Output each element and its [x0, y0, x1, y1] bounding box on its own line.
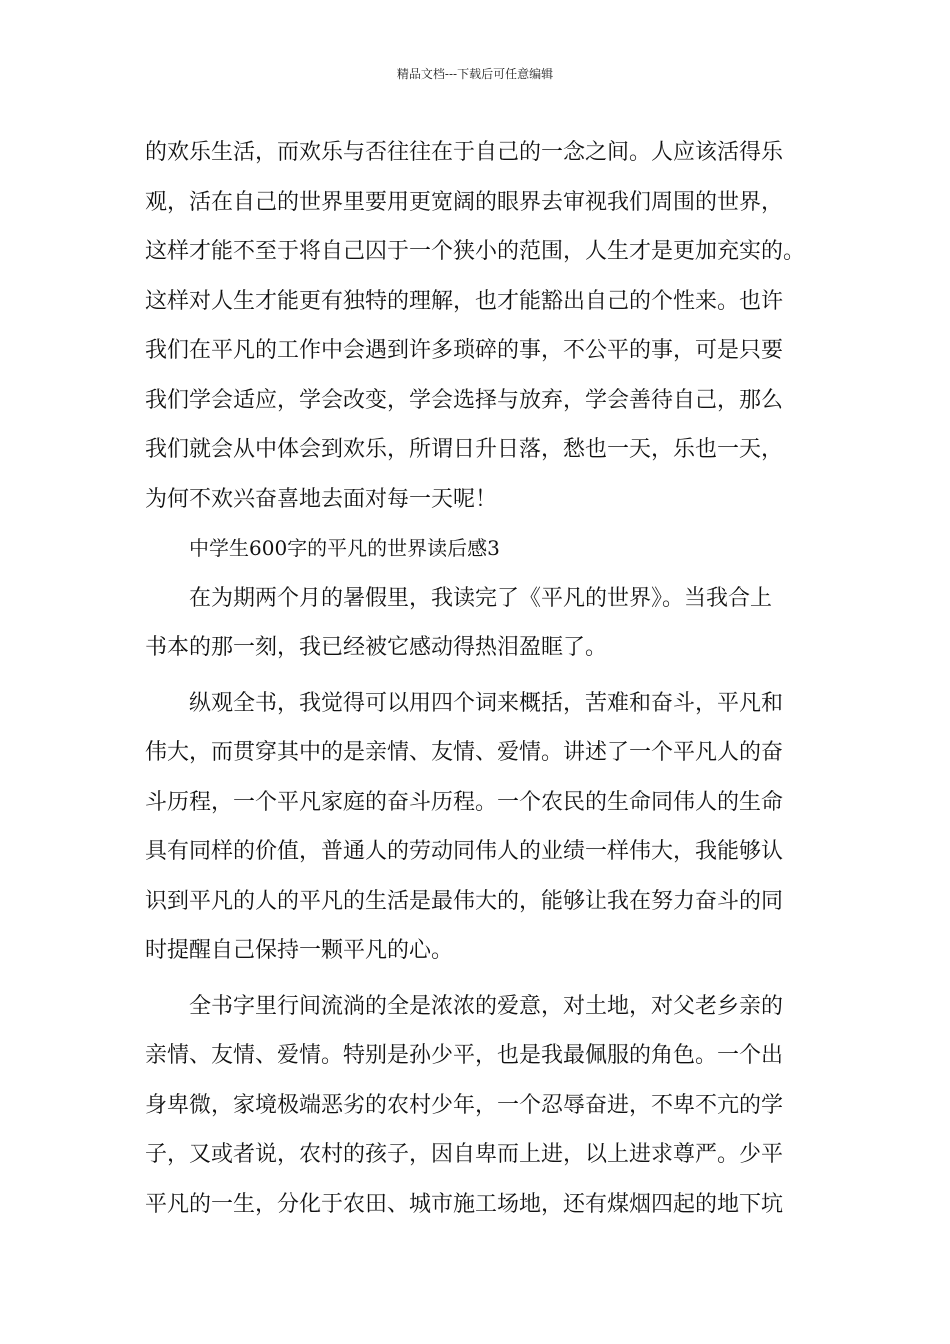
text-line: 的欢乐生活，而欢乐与否往往在于自己的一念之间。人应该活得乐: [145, 140, 784, 165]
text-line: 身卑微，家境极端恶劣的农村少年，一个忍辱奋进，不卑不亢的学: [145, 1092, 784, 1118]
section-heading: 中学生600字的平凡的世界读后感3: [189, 536, 500, 560]
text-line: 斗历程，一个平凡家庭的奋斗历程。一个农民的生命同伟人的生命: [145, 789, 784, 815]
text-line: 具有同样的价值，普通人的劳动同伟人的业绩一样伟大，我能够认: [145, 839, 784, 864]
text-line: 平凡的一生，分化于农田、城市施工场地，还有煤烟四起的地下坑: [145, 1191, 784, 1217]
text-line: 在为期两个月的暑假里，我读完了《平凡的世界》。当我合上: [189, 585, 773, 611]
text-line: 我们在平凡的工作中会遇到许多琐碎的事，不公平的事，可是只要: [145, 338, 784, 363]
text-line: 我们学会适应，学会改变，学会选择与放弃，学会善待自己，那么: [145, 387, 784, 413]
text-line: 伟大，而贯穿其中的是亲情、友情、爱情。讲述了一个平凡人的奋: [145, 740, 784, 765]
page-header: 精品文档---下载后可任意编辑: [396, 67, 554, 81]
text-line: 书本的那一刻，我已经被它感动得热泪盈眶了。: [145, 635, 608, 660]
text-line: 子，又或者说，农村的孩子，因自卑而上进，以上进求尊严。少平: [145, 1142, 784, 1167]
text-line: 全书字里行间流淌的全是浓浓的爱意，对土地，对父老乡亲的: [189, 993, 784, 1019]
text-line: 观，活在自己的世界里要用更宽阔的眼界去审视我们周围的世界，: [145, 189, 784, 215]
text-line: 纵观全书，我觉得可以用四个词来概括，苦难和奋斗，平凡和: [189, 690, 784, 716]
text-line: 这样对人生才能更有独特的理解，也才能豁出自己的个性来。也许: [145, 288, 784, 314]
text-line: 我们就会从中体会到欢乐，所谓日升日落，愁也一天，乐也一天，: [145, 437, 784, 462]
document-body: [145, 128, 815, 1229]
text-line: 为何不欢兴奋喜地去面对每一天呢！: [145, 486, 498, 512]
text-line: 亲情、友情、爱情。特别是孙少平，也是我最佩服的角色。一个出: [145, 1043, 784, 1068]
text-line: 识到平凡的人的平凡的生活是最伟大的，能够让我在努力奋斗的同: [145, 888, 784, 914]
text-line: 这样才能不至于将自己囚于一个狭小的范围，人生才是更加充实的。: [145, 239, 806, 264]
text-line: 时提醒自己保持一颗平凡的心。: [145, 938, 454, 963]
